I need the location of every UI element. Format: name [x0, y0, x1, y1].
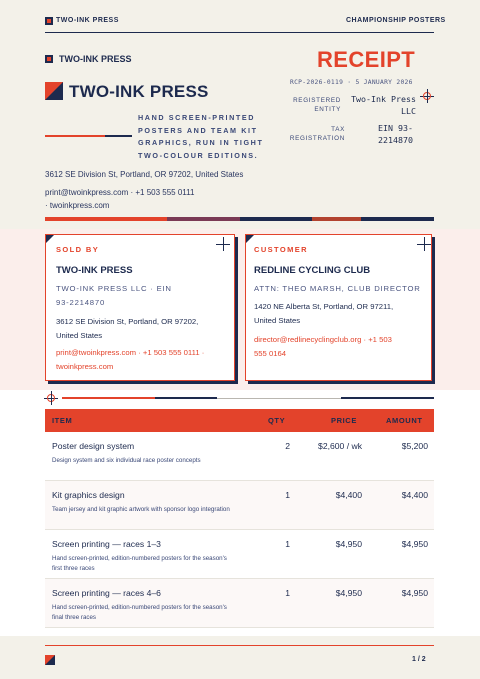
- row-title: Screen printing — races 1–3: [52, 539, 161, 549]
- row-amount: $4,950: [401, 588, 428, 598]
- customer-address: 1420 NE Alberta St, Portland, OR 97211, United States: [254, 302, 394, 325]
- sold-by-address: 3612 SE Division St, Portland, OR 97202, United States: [56, 317, 199, 340]
- brand-small-logo-icon: [45, 55, 53, 63]
- table-row: [45, 481, 434, 530]
- row-price: $4,950: [335, 588, 362, 598]
- col-price: PRICE: [331, 416, 357, 425]
- brand-underline-navy: [105, 135, 132, 137]
- sold-by-crosshair-icon: [216, 237, 230, 251]
- row-title: Screen printing — races 4–6: [52, 588, 161, 598]
- row-amount: $5,200: [401, 441, 428, 451]
- business-website[interactable]: · twoinkpress.com: [45, 201, 110, 210]
- row-title: Kit graphics design: [52, 490, 125, 500]
- brand-underline-red: [45, 135, 105, 137]
- tax-label: TAX REGISTRATION: [289, 126, 345, 142]
- business-address: 3612 SE Division St, Portland, OR 97202, United States: [45, 170, 244, 179]
- row-description: Hand screen-printed, edition-numbered posters for the season's final three races: [52, 604, 227, 621]
- sold-by-corner-icon: [46, 235, 54, 243]
- row-amount: $4,400: [401, 490, 428, 500]
- brand-title: TWO-INK PRESS: [69, 82, 209, 101]
- row-qty: 2: [285, 441, 290, 451]
- topbar-logo-icon: [45, 17, 53, 25]
- page-number: 1 / 2: [412, 656, 426, 663]
- brand-logo-icon: [45, 82, 63, 100]
- items-table-header: [45, 409, 434, 432]
- topbar-section: CHAMPIONSHIP POSTERS: [346, 17, 446, 24]
- brand-tagline: HAND SCREEN-PRINTED POSTERS AND TEAM KIT GRAPHICS, RUN IN TIGHT TWO-COLOUR EDITIONS.: [138, 113, 264, 160]
- row-title: Poster design system: [52, 441, 135, 451]
- customer-crosshair-icon: [417, 237, 431, 251]
- row-qty: 1: [285, 490, 290, 500]
- customer-label: CUSTOMER: [254, 245, 308, 254]
- customer-contact[interactable]: director@redlinecyclingclub.org · +1 503 555 0164: [254, 335, 392, 358]
- footer-logo-icon: [45, 655, 55, 665]
- col-amount: AMOUNT: [386, 416, 423, 425]
- registration-crosshair-icon: [420, 89, 434, 103]
- row-price: $2,600 / wk: [318, 441, 362, 451]
- row-description: Hand screen-printed, edition-numbered posters for the season's first three races: [52, 555, 227, 572]
- row-amount: $4,950: [401, 539, 428, 549]
- entity-label: REGISTERED ENTITY: [293, 97, 341, 113]
- topbar-brand: TWO-INK PRESS: [56, 17, 119, 24]
- row-description: Team jersey and kit graphic artwork with sponsor logo integration: [52, 506, 230, 513]
- color-stripe: [45, 217, 434, 221]
- row-qty: 1: [285, 588, 290, 598]
- sold-by-contact[interactable]: print@twoinkpress.com · +1 503 555 0111 · twoinkpress.com: [56, 348, 205, 371]
- row-qty: 1: [285, 539, 290, 549]
- brand-small: TWO-INK PRESS: [59, 54, 132, 64]
- receipt-title: RECEIPT: [317, 47, 416, 72]
- entity-value: Two-Ink Press LLC: [351, 94, 416, 116]
- row-price: $4,400: [335, 490, 362, 500]
- receipt-number-date: RCP-2026-0119 · 5 JANUARY 2026: [290, 79, 413, 86]
- table-row: [45, 579, 434, 628]
- row-description: Design system and six individual race poster concepts: [52, 457, 201, 464]
- sold-by-entity: TWO-INK PRESS LLC · EIN 93-2214870: [56, 284, 172, 307]
- business-contact[interactable]: print@twoinkpress.com · +1 503 555 0111: [45, 188, 195, 197]
- col-item: ITEM: [52, 416, 73, 425]
- tax-value: EIN 93- 2214870: [378, 123, 413, 145]
- table-crosshair-icon: [44, 391, 58, 405]
- col-qty: QTY: [268, 416, 286, 425]
- footer-divider: [45, 645, 434, 646]
- sold-by-name: TWO-INK PRESS: [56, 265, 133, 276]
- table-divider: [62, 397, 434, 399]
- sold-by-label: SOLD BY: [56, 245, 100, 254]
- customer-attention: ATTN: THEO MARSH, CLUB DIRECTOR: [254, 284, 421, 293]
- table-row: [45, 432, 434, 481]
- customer-name: REDLINE CYCLING CLUB: [254, 265, 371, 276]
- customer-corner-icon: [246, 235, 254, 243]
- topbar-divider: [45, 32, 434, 33]
- row-price: $4,950: [335, 539, 362, 549]
- table-row: [45, 530, 434, 579]
